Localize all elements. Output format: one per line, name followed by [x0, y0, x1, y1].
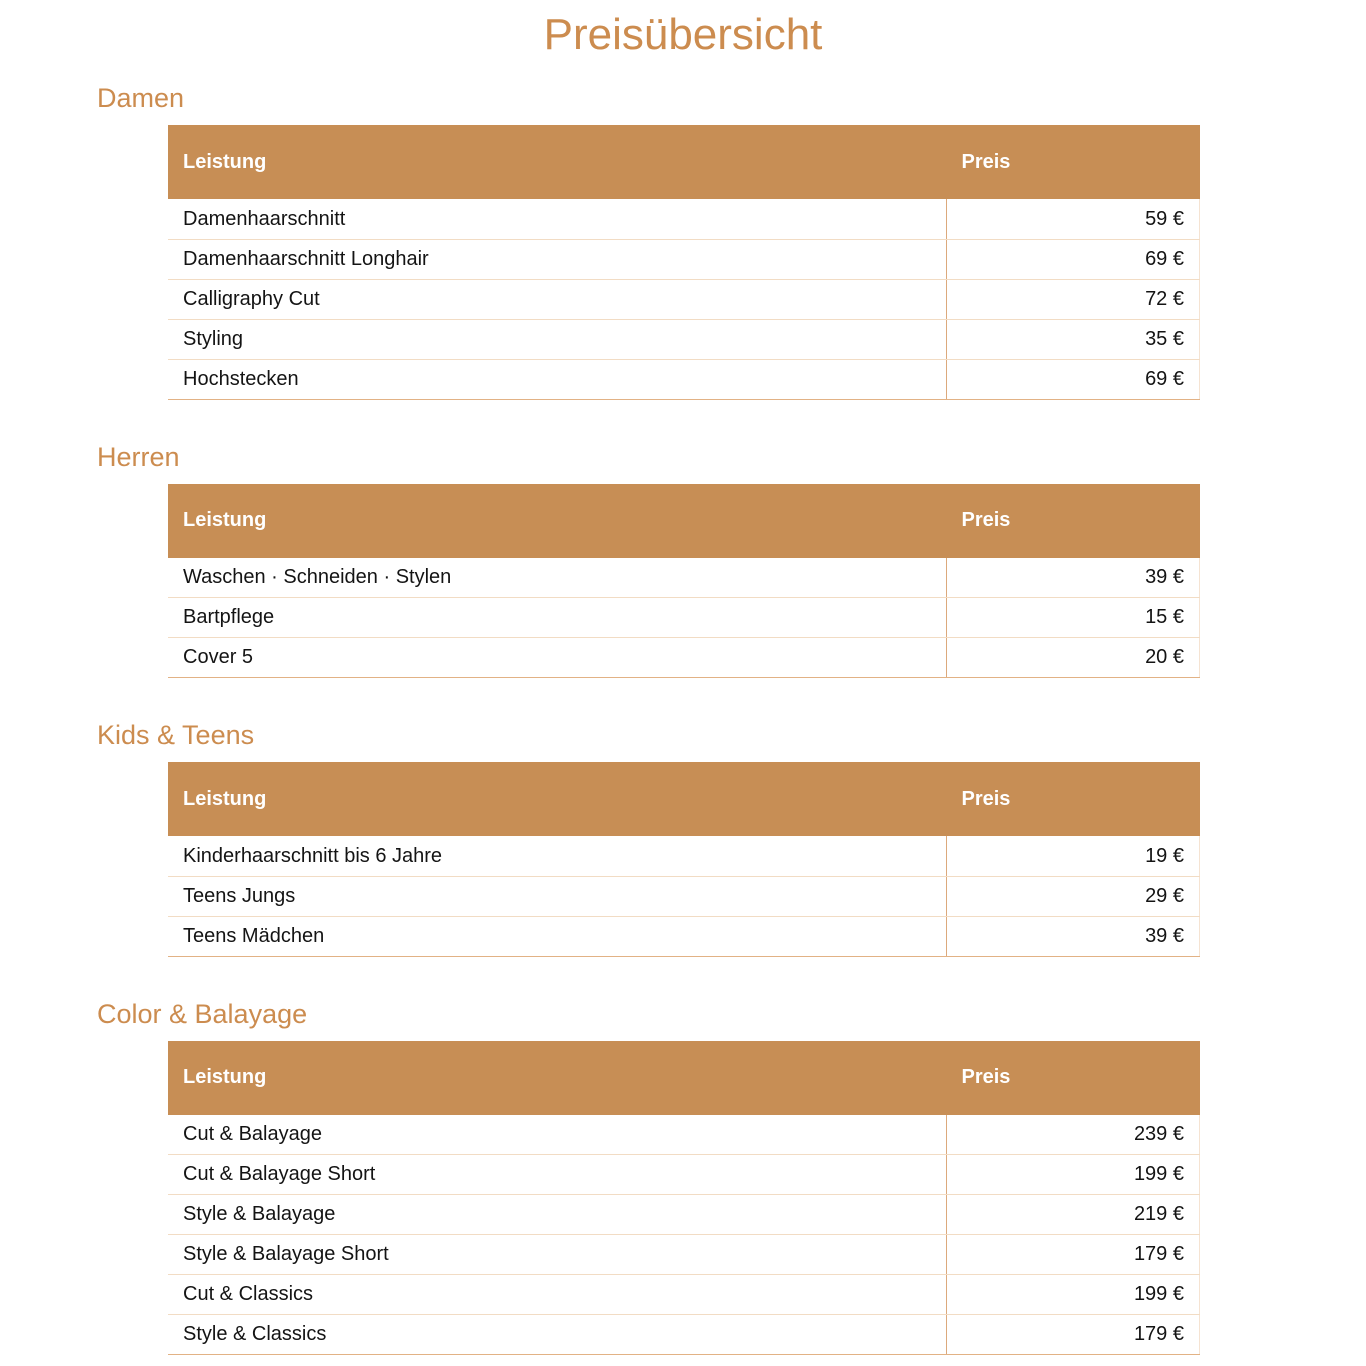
service-cell: Teens Mädchen: [168, 916, 947, 956]
price-cell: 39 €: [947, 558, 1200, 598]
table-header-row: [168, 1041, 1200, 1115]
service-cell: Teens Jungs: [168, 876, 947, 916]
price-table: [168, 1041, 1200, 1356]
price-cell: 15 €: [947, 598, 1200, 638]
service-cell: Bartpflege: [168, 598, 947, 638]
table-body: [168, 1115, 1200, 1355]
column-header-preis: Preis: [947, 125, 1200, 199]
page-title: Preisübersicht: [543, 10, 823, 59]
service-cell: Styling: [168, 319, 947, 359]
price-table: [168, 125, 1200, 400]
service-cell: Calligraphy Cut: [168, 279, 947, 319]
service-cell: Style & Balayage: [168, 1195, 947, 1235]
table-row: [168, 638, 1200, 678]
table-row: [168, 319, 1200, 359]
table-row: [168, 1235, 1200, 1275]
service-cell: Style & Classics: [168, 1315, 947, 1355]
section-heading: Kids & Teens: [97, 720, 255, 751]
service-cell: Cut & Balayage Short: [168, 1155, 947, 1195]
table-row: [168, 598, 1200, 638]
column-header-leistung: Leistung: [168, 762, 947, 836]
column-header-preis: Preis: [947, 484, 1200, 558]
table-row: [168, 239, 1200, 279]
service-cell: Damenhaarschnitt Longhair: [168, 239, 947, 279]
table-header-row: [168, 484, 1200, 558]
table-row: [168, 1115, 1200, 1155]
price-cell: 20 €: [947, 638, 1200, 678]
price-cell: 19 €: [947, 836, 1200, 876]
table-row: [168, 359, 1200, 399]
price-cell: 219 €: [947, 1195, 1200, 1235]
price-cell: 179 €: [947, 1315, 1200, 1355]
table-row: [168, 199, 1200, 239]
table-header-row: [168, 125, 1200, 199]
table-row: [168, 916, 1200, 956]
service-cell: Cut & Balayage: [168, 1115, 947, 1155]
price-cell: 239 €: [947, 1115, 1200, 1155]
price-cell: 199 €: [947, 1275, 1200, 1315]
price-sections: [0, 83, 1366, 1355]
column-header-leistung: Leistung: [168, 125, 947, 199]
price-cell: 69 €: [947, 359, 1200, 399]
service-cell: Damenhaarschnitt: [168, 199, 947, 239]
section-heading: Damen: [97, 83, 185, 114]
price-cell: 72 €: [947, 279, 1200, 319]
table-body: [168, 199, 1200, 399]
section-heading: Herren: [97, 441, 180, 472]
table-body: [168, 836, 1200, 956]
price-table: [168, 484, 1200, 679]
price-section: [0, 999, 1366, 1356]
service-cell: Style & Balayage Short: [168, 1235, 947, 1275]
table-row: [168, 279, 1200, 319]
table-row: [168, 1315, 1200, 1355]
price-cell: 35 €: [947, 319, 1200, 359]
service-cell: Waschen · Schneiden · Stylen: [168, 558, 947, 598]
price-cell: 69 €: [947, 239, 1200, 279]
table-row: [168, 1155, 1200, 1195]
column-header-leistung: Leistung: [168, 484, 947, 558]
price-cell: 29 €: [947, 876, 1200, 916]
price-section: [0, 442, 1366, 679]
price-table: [168, 762, 1200, 957]
column-header-leistung: Leistung: [168, 1041, 947, 1115]
table-row: [168, 1195, 1200, 1235]
section-heading: Color & Balayage: [97, 998, 308, 1029]
table-row: [168, 836, 1200, 876]
service-cell: Cut & Classics: [168, 1275, 947, 1315]
column-header-preis: Preis: [947, 762, 1200, 836]
price-cell: 59 €: [947, 199, 1200, 239]
price-section: [0, 83, 1366, 400]
price-cell: 39 €: [947, 916, 1200, 956]
table-row: [168, 1275, 1200, 1315]
service-cell: Cover 5: [168, 638, 947, 678]
service-cell: Hochstecken: [168, 359, 947, 399]
price-cell: 179 €: [947, 1235, 1200, 1275]
table-body: [168, 558, 1200, 678]
price-cell: 199 €: [947, 1155, 1200, 1195]
table-row: [168, 876, 1200, 916]
service-cell: Kinderhaarschnitt bis 6 Jahre: [168, 836, 947, 876]
table-header-row: [168, 762, 1200, 836]
column-header-preis: Preis: [947, 1041, 1200, 1115]
table-row: [168, 558, 1200, 598]
price-section: [0, 720, 1366, 957]
